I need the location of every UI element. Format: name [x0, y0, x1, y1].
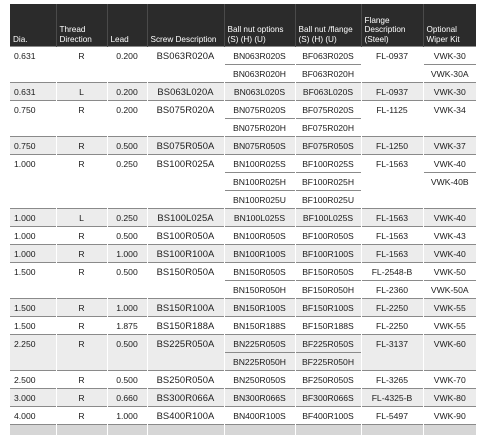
- lead-cell: 0.200: [107, 101, 147, 119]
- ball-nut-cell: BN075R050S: [224, 137, 295, 155]
- wiper-kit-cell: [423, 119, 476, 137]
- wiper-kit-cell: VWK-30: [423, 83, 476, 101]
- footer-cell: [423, 425, 476, 435]
- flange-description-cell: FL-4325-B: [361, 389, 423, 407]
- ball-nut-cell: BN100L025S: [224, 209, 295, 227]
- lead-cell: 0.660: [107, 389, 147, 407]
- ball-nut-flange-cell: BF150R100S: [295, 299, 361, 317]
- ball-nut-flange-cell: BF400R100S: [295, 407, 361, 425]
- ball-nut-cell: BN063R020S: [224, 47, 295, 65]
- lead-cell: 1.000: [107, 407, 147, 425]
- ball-nut-flange-cell: BF225R050H: [295, 353, 361, 371]
- table-header: [10, 4, 476, 47]
- footer-cell: [56, 425, 107, 435]
- screw-description-cell: BS400R100A: [147, 407, 224, 425]
- table-row: [10, 209, 476, 227]
- header-screw-description: Screw Description: [147, 4, 224, 47]
- lead-cell: [107, 119, 147, 137]
- dia-cell: 1.000: [10, 245, 56, 263]
- lead-cell: 0.500: [107, 137, 147, 155]
- flange-description-cell: FL-3265: [361, 371, 423, 389]
- table-row: [10, 407, 476, 425]
- ball-nut-flange-cell: BF075R020H: [295, 119, 361, 137]
- screw-description-cell: BS075R020A: [147, 101, 224, 119]
- dia-cell: [10, 173, 56, 191]
- flange-description-cell: [361, 353, 423, 371]
- ball-nut-flange-cell: BF225R050S: [295, 335, 361, 353]
- dia-cell: 0.750: [10, 101, 56, 119]
- lead-cell: 0.500: [107, 335, 147, 353]
- dia-cell: 0.631: [10, 83, 56, 101]
- thread-direction-cell: R: [56, 245, 107, 263]
- wiper-kit-cell: VWK-40: [423, 155, 476, 173]
- table-row: [10, 101, 476, 119]
- table-row: [10, 245, 476, 263]
- table-row: [10, 335, 476, 353]
- thread-direction-cell: L: [56, 83, 107, 101]
- wiper-kit-cell: VWK-90: [423, 407, 476, 425]
- thread-direction-cell: [56, 281, 107, 299]
- flange-description-cell: FL-0937: [361, 47, 423, 65]
- flange-description-cell: FL-1563: [361, 209, 423, 227]
- screw-description-cell: BS150R050A: [147, 263, 224, 281]
- footer-cell: [295, 425, 361, 435]
- table-row: [10, 227, 476, 245]
- thread-direction-cell: R: [56, 155, 107, 173]
- ball-nut-flange-cell: BF063R020H: [295, 65, 361, 83]
- table-row: [10, 299, 476, 317]
- table-row: [10, 47, 476, 65]
- thread-direction-cell: R: [56, 227, 107, 245]
- screw-description-cell: BS100R050A: [147, 227, 224, 245]
- table-row: [10, 65, 476, 83]
- dia-cell: 1.000: [10, 209, 56, 227]
- wiper-kit-cell: VWK-40B: [423, 173, 476, 191]
- flange-description-cell: FL-0937: [361, 83, 423, 101]
- thread-direction-cell: R: [56, 335, 107, 353]
- table-row: [10, 137, 476, 155]
- flange-description-cell: FL-1563: [361, 227, 423, 245]
- table-row: [10, 317, 476, 335]
- thread-direction-cell: R: [56, 317, 107, 335]
- footer-cell: [147, 425, 224, 435]
- screw-description-cell: BS100R100A: [147, 245, 224, 263]
- wiper-kit-cell: VWK-40: [423, 209, 476, 227]
- dia-cell: 4.000: [10, 407, 56, 425]
- flange-description-cell: FL-5497: [361, 407, 423, 425]
- table-row: [10, 371, 476, 389]
- ball-nut-flange-cell: BF150R050H: [295, 281, 361, 299]
- wiper-kit-cell: [423, 191, 476, 209]
- wiper-kit-cell: VWK-55: [423, 299, 476, 317]
- screw-description-cell: BS100L025A: [147, 209, 224, 227]
- header-flange-description: Flange Description (Steel): [361, 4, 423, 47]
- ball-nut-cell: BN100R025S: [224, 155, 295, 173]
- footer-cell: [224, 425, 295, 435]
- flange-description-cell: FL-1250: [361, 137, 423, 155]
- wiper-kit-cell: VWK-34: [423, 101, 476, 119]
- wiper-kit-cell: [423, 353, 476, 371]
- screw-description-cell: [147, 353, 224, 371]
- wiper-kit-cell: VWK-37: [423, 137, 476, 155]
- ball-nut-flange-cell: BF100R100S: [295, 245, 361, 263]
- dia-cell: 1.500: [10, 263, 56, 281]
- dia-cell: 1.500: [10, 299, 56, 317]
- ball-nut-flange-cell: BF075R020S: [295, 101, 361, 119]
- header-ball-nut-flange: Ball nut /flange (S) (H) (U): [295, 4, 361, 47]
- thread-direction-cell: [56, 119, 107, 137]
- wiper-kit-cell: VWK-60: [423, 335, 476, 353]
- wiper-kit-cell: VWK-80: [423, 389, 476, 407]
- thread-direction-cell: R: [56, 137, 107, 155]
- lead-cell: 0.200: [107, 83, 147, 101]
- lead-cell: 0.500: [107, 227, 147, 245]
- flange-description-cell: [361, 191, 423, 209]
- screw-description-cell: BS300R066A: [147, 389, 224, 407]
- ball-nut-cell: BN150R100S: [224, 299, 295, 317]
- header-thread-direction: Thread Direction: [56, 4, 107, 47]
- screw-description-cell: [147, 65, 224, 83]
- ball-nut-flange-cell: BF300R066S: [295, 389, 361, 407]
- table-row: [10, 155, 476, 173]
- dia-cell: [10, 353, 56, 371]
- lead-cell: 0.200: [107, 47, 147, 65]
- table-footer-band: [10, 425, 476, 435]
- thread-direction-cell: R: [56, 47, 107, 65]
- wiper-kit-cell: VWK-30A: [423, 65, 476, 83]
- ball-nut-flange-cell: BF063L020S: [295, 83, 361, 101]
- dia-cell: [10, 281, 56, 299]
- lead-cell: [107, 65, 147, 83]
- ball-nut-flange-cell: BF100R050S: [295, 227, 361, 245]
- table-row: [10, 191, 476, 209]
- flange-description-cell: FL-2548-B: [361, 263, 423, 281]
- flange-description-cell: FL-1125: [361, 101, 423, 119]
- dia-cell: 1.500: [10, 317, 56, 335]
- ball-nut-cell: BN150R050H: [224, 281, 295, 299]
- dia-cell: [10, 65, 56, 83]
- dia-cell: 0.631: [10, 47, 56, 65]
- ball-nut-flange-cell: BF100R025U: [295, 191, 361, 209]
- screw-description-cell: [147, 173, 224, 191]
- header-ball-nut-options: Ball nut options (S) (H) (U): [224, 4, 295, 47]
- ball-nut-flange-cell: BF063R020S: [295, 47, 361, 65]
- ball-nut-cell: BN400R100S: [224, 407, 295, 425]
- lead-cell: 0.500: [107, 263, 147, 281]
- wiper-kit-cell: VWK-70: [423, 371, 476, 389]
- lead-cell: 0.250: [107, 155, 147, 173]
- ball-nut-flange-cell: BF100R025H: [295, 173, 361, 191]
- dia-cell: [10, 191, 56, 209]
- screw-description-cell: BS075R050A: [147, 137, 224, 155]
- screw-description-cell: [147, 191, 224, 209]
- ball-nut-cell: BN100R100S: [224, 245, 295, 263]
- ball-nut-cell: BN150R050S: [224, 263, 295, 281]
- flange-description-cell: FL-3137: [361, 335, 423, 353]
- lead-cell: [107, 191, 147, 209]
- screw-description-cell: BS150R188A: [147, 317, 224, 335]
- table-row: [10, 83, 476, 101]
- lead-cell: 1.000: [107, 299, 147, 317]
- ball-nut-cell: BN075R020H: [224, 119, 295, 137]
- thread-direction-cell: R: [56, 101, 107, 119]
- table-row: [10, 263, 476, 281]
- wiper-kit-cell: VWK-40: [423, 245, 476, 263]
- ball-nut-cell: BN063L020S: [224, 83, 295, 101]
- flange-description-cell: FL-2250: [361, 299, 423, 317]
- screw-description-cell: [147, 119, 224, 137]
- ball-nut-flange-cell: BF150R188S: [295, 317, 361, 335]
- screw-description-cell: BS063L020A: [147, 83, 224, 101]
- wiper-kit-cell: VWK-43: [423, 227, 476, 245]
- flange-description-cell: [361, 119, 423, 137]
- footer-cell: [107, 425, 147, 435]
- ball-nut-cell: BN225R050S: [224, 335, 295, 353]
- table-row: [10, 119, 476, 137]
- wiper-kit-cell: VWK-50A: [423, 281, 476, 299]
- ball-nut-cell: BN100R025U: [224, 191, 295, 209]
- flange-description-cell: [361, 65, 423, 83]
- table-row: [10, 281, 476, 299]
- thread-direction-cell: L: [56, 209, 107, 227]
- thread-direction-cell: R: [56, 371, 107, 389]
- header-lead: Lead: [107, 4, 147, 47]
- thread-direction-cell: R: [56, 299, 107, 317]
- thread-direction-cell: R: [56, 263, 107, 281]
- flange-description-cell: [361, 173, 423, 191]
- dia-cell: [10, 119, 56, 137]
- thread-direction-cell: [56, 191, 107, 209]
- lead-cell: [107, 281, 147, 299]
- screw-description-cell: [147, 281, 224, 299]
- thread-direction-cell: [56, 173, 107, 191]
- dia-cell: 1.000: [10, 155, 56, 173]
- dia-cell: 3.000: [10, 389, 56, 407]
- ball-nut-cell: BN100R025H: [224, 173, 295, 191]
- wiper-kit-cell: VWK-30: [423, 47, 476, 65]
- footer-cell: [361, 425, 423, 435]
- ball-nut-cell: BN225R050H: [224, 353, 295, 371]
- lead-cell: 0.500: [107, 371, 147, 389]
- table-row: [10, 353, 476, 371]
- lead-cell: 0.250: [107, 209, 147, 227]
- ball-nut-flange-cell: BF150R050S: [295, 263, 361, 281]
- thread-direction-cell: R: [56, 407, 107, 425]
- screw-description-cell: BS250R050A: [147, 371, 224, 389]
- table-row: [10, 173, 476, 191]
- lead-cell: 1.000: [107, 245, 147, 263]
- thread-direction-cell: R: [56, 389, 107, 407]
- table-body: [10, 47, 476, 435]
- screw-description-cell: BS150R100A: [147, 299, 224, 317]
- table-row: [10, 389, 476, 407]
- thread-direction-cell: [56, 353, 107, 371]
- ball-nut-cell: BN075R020S: [224, 101, 295, 119]
- ball-screw-spec-table: [10, 4, 476, 435]
- ball-nut-flange-cell: BF100L025S: [295, 209, 361, 227]
- ball-nut-cell: BN300R066S: [224, 389, 295, 407]
- dia-cell: 2.500: [10, 371, 56, 389]
- ball-nut-flange-cell: BF075R050S: [295, 137, 361, 155]
- flange-description-cell: FL-1563: [361, 245, 423, 263]
- header-dia: Dia.: [10, 4, 56, 47]
- screw-description-cell: BS063R020A: [147, 47, 224, 65]
- lead-cell: 1.875: [107, 317, 147, 335]
- dia-cell: 2.250: [10, 335, 56, 353]
- dia-cell: 0.750: [10, 137, 56, 155]
- footer-cell: [10, 425, 56, 435]
- wiper-kit-cell: VWK-50: [423, 263, 476, 281]
- lead-cell: [107, 173, 147, 191]
- ball-nut-flange-cell: BF100R025S: [295, 155, 361, 173]
- header-optional-wiper-kit: Optional Wiper Kit: [423, 4, 476, 47]
- ball-nut-cell: BN100R050S: [224, 227, 295, 245]
- ball-nut-cell: BN150R188S: [224, 317, 295, 335]
- flange-description-cell: FL-2250: [361, 317, 423, 335]
- ball-nut-cell: BN063R020H: [224, 65, 295, 83]
- lead-cell: [107, 353, 147, 371]
- flange-description-cell: FL-2360: [361, 281, 423, 299]
- flange-description-cell: FL-1563: [361, 155, 423, 173]
- screw-description-cell: BS100R025A: [147, 155, 224, 173]
- dia-cell: 1.000: [10, 227, 56, 245]
- wiper-kit-cell: VWK-55: [423, 317, 476, 335]
- thread-direction-cell: [56, 65, 107, 83]
- ball-nut-flange-cell: BF250R050S: [295, 371, 361, 389]
- screw-description-cell: BS225R050A: [147, 335, 224, 353]
- ball-nut-cell: BN250R050S: [224, 371, 295, 389]
